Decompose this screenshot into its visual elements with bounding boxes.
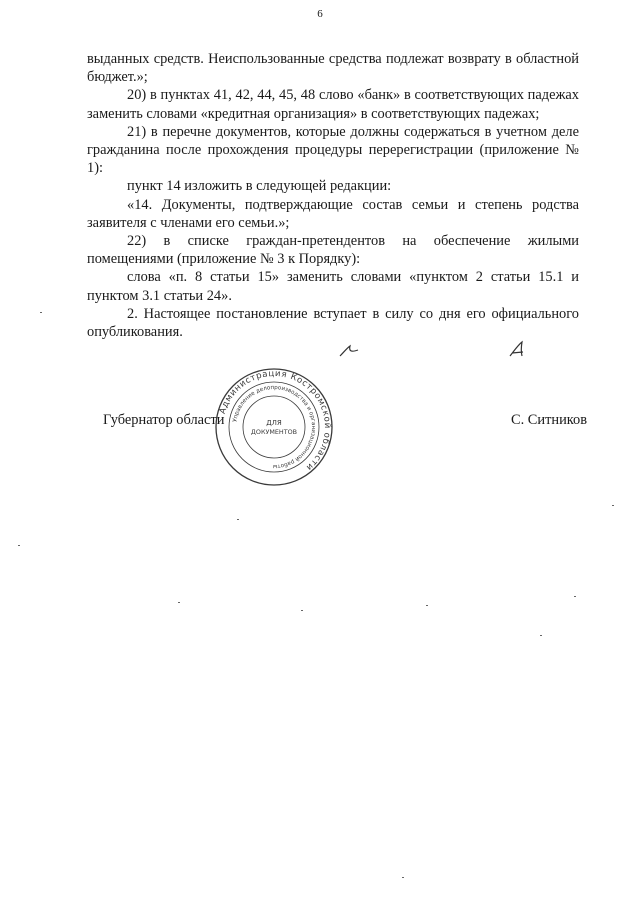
scan-speck <box>301 610 303 611</box>
scan-speck <box>574 596 576 597</box>
paragraph: 21) в перечне документов, которые должны содержаться в учетном деле гражданина после прохождения процедуры перерегистрации (приложение № 1): <box>87 123 579 177</box>
signatory-title: Губернатор области <box>103 412 225 428</box>
paragraph: пункт 14 изложить в следующей редакции: <box>127 178 392 195</box>
scan-speck <box>426 605 428 606</box>
seal-inner-text: Управление делопроизводства и организационной работы <box>232 384 317 470</box>
scan-speck <box>540 635 542 636</box>
paragraph: слова «п. 8 статьи 15» заменить словами «пунктом 2 статьи 15.1 и пунктом 3.1 статьи 24». <box>87 269 579 304</box>
scan-speck <box>612 505 614 506</box>
scan-speck <box>237 519 239 520</box>
seal-outer-text: Администрация Костромской области <box>217 368 333 473</box>
paragraph: «14. Документы, подтверждающие состав семьи и степень родства заявителя с членами его семьи.»; <box>87 196 579 231</box>
document-body <box>87 50 579 341</box>
seal-center-line1: ДЛЯ <box>266 419 282 427</box>
paragraph: выданных средств. Неиспользованные средства подлежат возврату в областной бюджет.»; <box>87 51 579 86</box>
seal-center-line2: ДОКУМЕНТОВ <box>250 428 298 436</box>
scan-speck <box>40 312 42 313</box>
signature-scribble-right <box>508 340 526 358</box>
signature-scribble-left <box>338 344 360 358</box>
paragraph: 22) в списке граждан-претендентов на обеспечение жилыми помещениями (приложение № 3 к Порядку): <box>87 233 579 268</box>
scan-speck <box>18 545 20 546</box>
paragraph: 2. Настоящее постановление вступает в силу со дня его официального опубликования. <box>87 305 579 341</box>
paragraph: 20) в пунктах 41, 42, 44, 45, 48 слово «банк» в соответствующих падежах заменить словами «кредитная организация» в соответствующих падежах; <box>87 87 579 122</box>
signatory-name: С. Ситников <box>511 412 588 428</box>
scan-speck <box>402 877 404 878</box>
scan-speck <box>178 602 180 603</box>
official-seal <box>214 367 334 487</box>
page-number: 6 <box>317 8 323 20</box>
